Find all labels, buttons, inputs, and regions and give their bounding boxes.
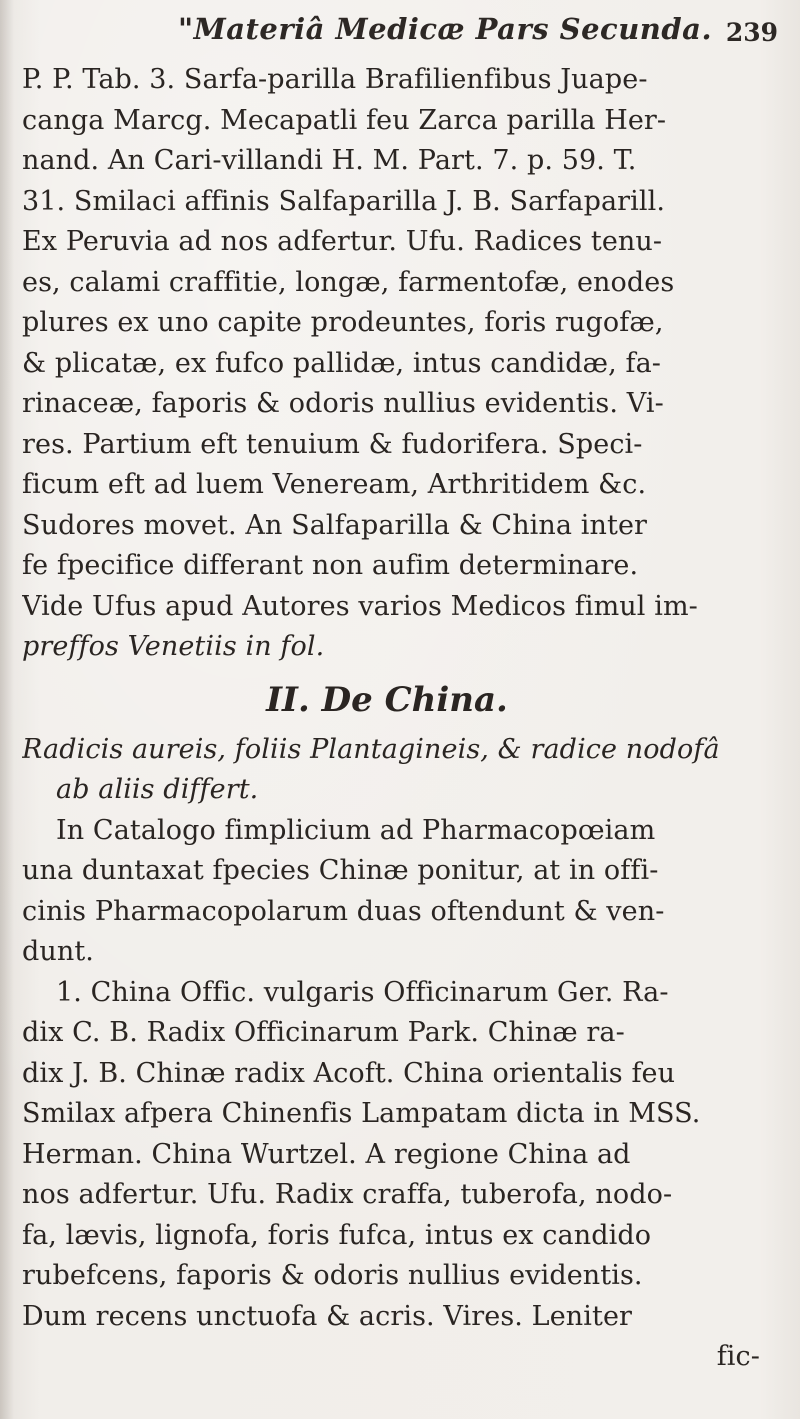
text-line: Herman. China Wurtzel. A regione China ad bbox=[22, 1138, 631, 1170]
page-header bbox=[0, 8, 800, 68]
text-line: una duntaxat fpecies Chinæ ponitur, at in offi- bbox=[22, 855, 659, 886]
text-line: nand. An Cari-villandi H. M. Part. 7. p. 59. T. bbox=[22, 145, 637, 176]
text-line: cinis Pharmacopolarum duas oftendunt & ven- bbox=[22, 895, 665, 927]
text-line: fa, lævis, lignofa, foris fufca, intus ex candido bbox=[22, 1219, 652, 1251]
text-line: nos adfertur. Ufu. Radix craffa, tuberofa, nodo- bbox=[22, 1179, 673, 1210]
section-heading: II. De China. bbox=[266, 679, 508, 720]
text-line: es, calami craffitie, longæ, farmentofæ, enodes bbox=[22, 266, 675, 298]
text-line: Smilax afpera Chinenfis Lampatam dicta in MSS. bbox=[22, 1098, 701, 1129]
text-line: ficum eft ad luem Veneream, Arthritidem &c. bbox=[22, 469, 647, 500]
text-line: preffos Venetiis in fol. bbox=[22, 631, 325, 662]
text-line: plures ex uno capite prodeuntes, foris rugofæ, bbox=[22, 307, 664, 338]
page-number: 239 bbox=[725, 18, 778, 47]
text-line: dunt. bbox=[22, 936, 94, 967]
text-line: Radicis aureis, foliis Plantagineis, & radice nodofâ bbox=[22, 733, 720, 765]
text-line: res. Partium eft tenuium & fudorifera. Speci- bbox=[22, 428, 643, 460]
text-line: rubefcens, faporis & odoris nullius evidentis. bbox=[22, 1260, 643, 1291]
catchword: fic- bbox=[716, 1341, 760, 1372]
text-line: Sudores movet. An Salfaparilla & China inter bbox=[22, 509, 648, 541]
text-line: dix C. B. Radix Officinarum Park. Chinæ ra- bbox=[22, 1017, 625, 1048]
text-line: 31. Smilaci affinis Salfaparilla J. B. Sarfaparill. bbox=[22, 185, 666, 217]
body-text bbox=[22, 60, 792, 1378]
text-line: canga Marcg. Mecapatli feu Zarca parilla Her- bbox=[22, 104, 667, 136]
text-line: Vide Ufus apud Autores varios Medicos fimul im- bbox=[22, 590, 698, 622]
running-title: "Materiâ Medicæ Pars Secunda. bbox=[178, 12, 713, 46]
text-line: In Catalogo fimplicium ad Pharmacopœiam bbox=[56, 814, 656, 846]
text-line: fe fpecifice differant non aufim determinare. bbox=[22, 550, 639, 581]
text-line: dix J. B. Chinæ radix Acoft. China orientalis feu bbox=[22, 1057, 676, 1089]
page-edge-shadow bbox=[0, 0, 14, 1419]
text-line: rinaceæ, faporis & odoris nullius evidentis. Vi- bbox=[22, 388, 664, 419]
text-line: & plicatæ, ex fufco pallidæ, intus candidæ, fa- bbox=[22, 347, 661, 379]
text-line: ab aliis differt. bbox=[56, 774, 259, 805]
text-line: 1. China Offic. vulgaris Officinarum Ger. Ra- bbox=[56, 976, 669, 1008]
text-line: P. P. Tab. 3. Sarfa-parilla Brafilienfibus Juape- bbox=[22, 64, 648, 95]
text-line: Dum recens unctuofa & acris. Vires. Leniter bbox=[22, 1300, 633, 1332]
text-line: Ex Peruvia ad nos adfertur. Ufu. Radices tenu- bbox=[22, 226, 663, 257]
